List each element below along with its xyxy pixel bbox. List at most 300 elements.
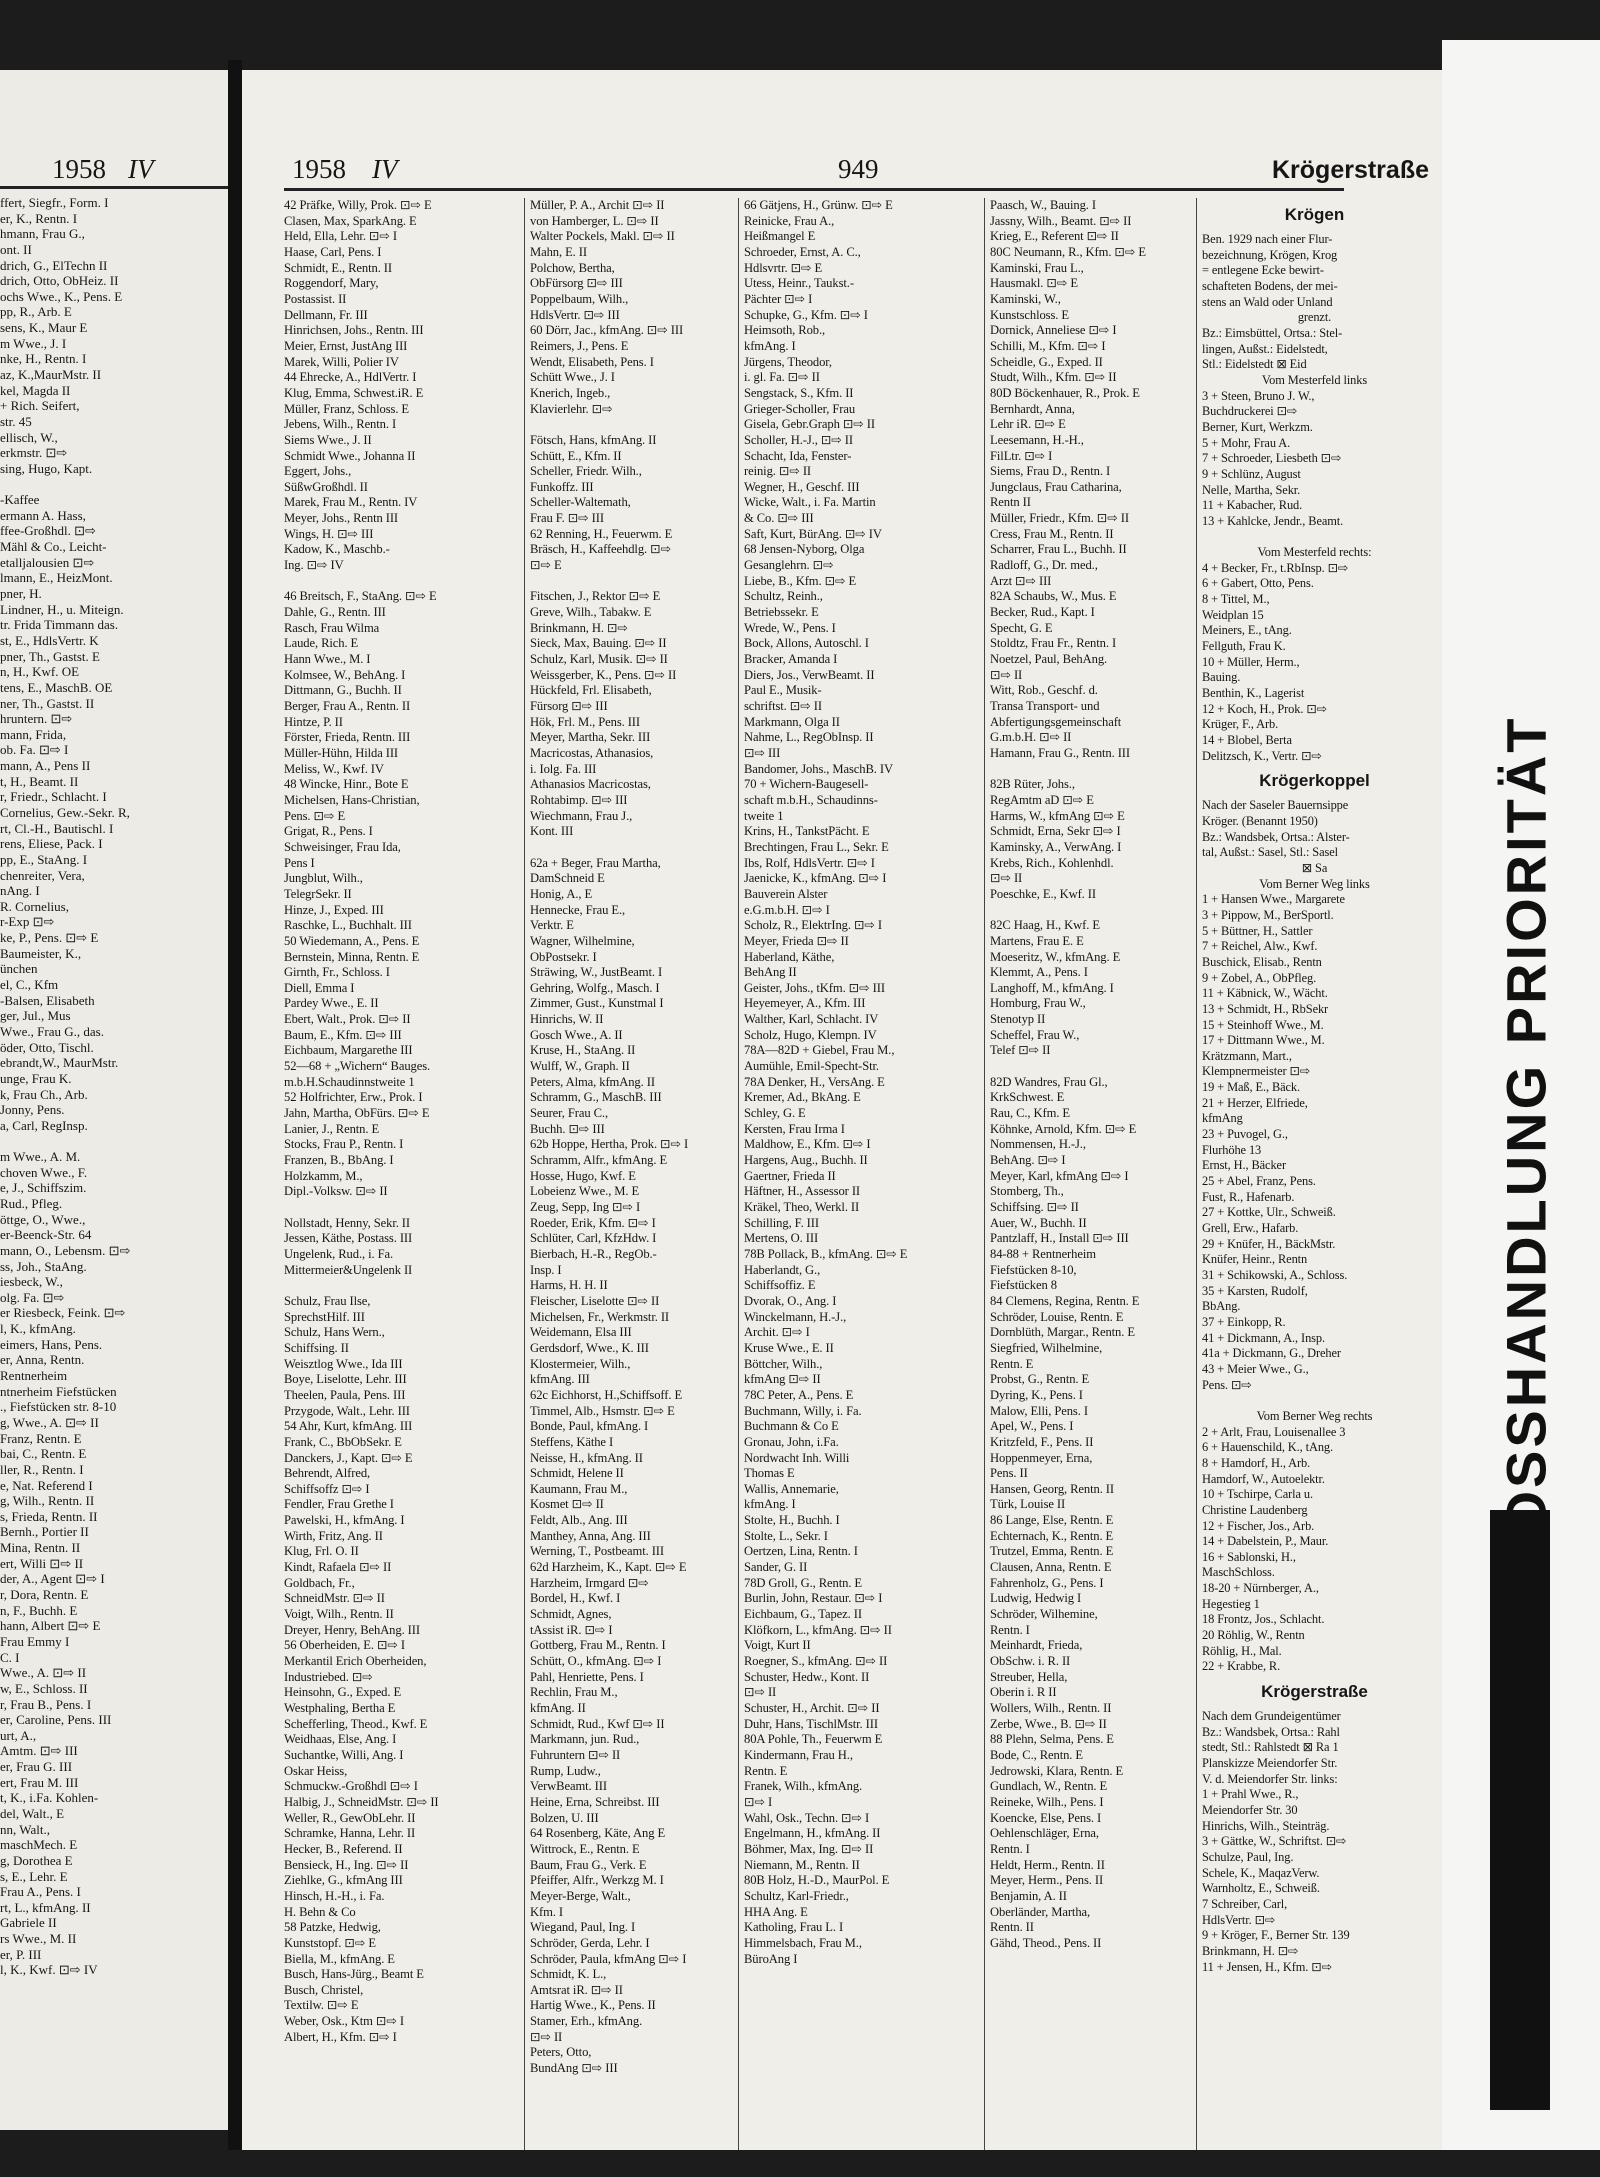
directory-entry: 37 + Einkopp, R. [1202, 1314, 1286, 1329]
directory-entry: 50 Wiedemann, A., Pens. E [284, 933, 420, 948]
directory-entry: Diers, Jos., VerwBeamt. II [744, 667, 875, 682]
directory-entry: Voigt, Wilh., Rentn. II [284, 1607, 394, 1622]
left-entry-line: etalljalousien ⊡⇨ [0, 554, 95, 570]
directory-entry: DamSchneid E [530, 871, 605, 886]
directory-entry: BehAng II [744, 965, 797, 980]
left-entry-line: Jonny, Pens. [0, 1102, 65, 1118]
directory-entry: Jungclaus, Frau Catharina, [990, 479, 1122, 494]
directory-entry: 46 Breitsch, F., StaAng. ⊡⇨ E [284, 589, 437, 604]
directory-entry: Kersten, Frau Irma I [744, 1121, 845, 1136]
directory-entry: Engelmann, H., kfmAng. II [744, 1826, 881, 1841]
directory-entry: Kremer, Ad., BkAng. E [744, 1090, 861, 1105]
directory-entry: Michelsen, Fr., Werkmstr. II [530, 1309, 670, 1324]
left-entry-line: hmann, Frau G., [0, 226, 85, 242]
directory-entry: Wings, H. ⊡⇨ III [284, 526, 374, 541]
left-entry-line: az, K.,MaurMstr. II [0, 367, 102, 383]
directory-entry: Goldbach, Fr., [284, 1575, 355, 1590]
directory-entry: Ungelenk, Rud., i. Fa. [284, 1246, 394, 1261]
directory-entry: 9 + Zobel, A., ObPfleg. [1202, 970, 1317, 985]
directory-entry: Gehring, Wolfg., Masch. I [530, 980, 660, 995]
left-entry-line: ochs Wwe., K., Pens. E [0, 288, 123, 304]
left-entry-line: hruntern. ⊡⇨ [0, 711, 73, 727]
left-entry-line: der, A., Agent ⊡⇨ I [0, 1571, 105, 1587]
directory-entry: Scheller, Friedr. Wilh., [530, 464, 642, 479]
directory-entry: Delitzsch, K., Vertr. ⊡⇨ [1202, 748, 1322, 763]
directory-entry: Ibs, Rolf, HdlsVertr. ⊡⇨ I [744, 855, 875, 870]
directory-entry: Schramke, Hanna, Lehr. II [284, 1826, 416, 1841]
directory-entry: H. Behn & Co [284, 1904, 356, 1919]
directory-entry: Knüfer, Heinr., Rentn [1202, 1252, 1308, 1267]
directory-entry: Stenotyp II [990, 1012, 1046, 1027]
street-heading: Krögen [1284, 205, 1345, 224]
section-note: Vom Mesterfeld rechts: [1257, 545, 1372, 560]
directory-entry: BundAng ⊡⇨ III [530, 2061, 618, 2076]
directory-entry: ObSchw. i. R. II [990, 1654, 1071, 1669]
directory-entry: Grieger-Scholler, Frau [744, 401, 856, 416]
left-entry-line: del, Walt., E [0, 1805, 65, 1821]
directory-entry: Berner, Kurt, Werkzm. [1202, 419, 1313, 434]
directory-entry: Buchmann & Co E [744, 1419, 839, 1434]
left-entry-line: C. I [0, 1649, 20, 1665]
directory-entry [990, 762, 1210, 778]
directory-entry: Arzt ⊡⇨ III [990, 573, 1052, 588]
directory-entry: Meier, Ernst, JustAng III [284, 338, 408, 353]
directory-entry: Polchow, Bertha, [530, 260, 615, 275]
directory-entry: KrkSchwest. E [990, 1090, 1065, 1105]
directory-entry: Heldt, Herm., Rentn. II [990, 1857, 1105, 1872]
directory-entry: 18 Frontz, Jos., Schlacht. [1202, 1612, 1325, 1627]
directory-entry: Heine, Erna, Schreibst. III [530, 1794, 660, 1809]
left-entry-line: g, Wilh., Rentn. II [0, 1493, 95, 1509]
directory-entry: Pawelski, H., kfmAng. I [284, 1513, 405, 1528]
directory-entry: Schilli, M., Kfm. ⊡⇨ I [990, 338, 1106, 353]
directory-entry: 10 + Tschirpe, Carla u. [1202, 1487, 1313, 1502]
directory-entry: Krüger, F., Arb. [1202, 717, 1279, 732]
directory-entry: 82C Haag, H., Kwf. E [990, 918, 1100, 933]
directory-entry: Gaertner, Frieda II [744, 1168, 836, 1183]
directory-entry: Stocks, Frau P., Rentn. I [284, 1137, 404, 1152]
directory-entry: Bolzen, U. III [530, 1810, 599, 1825]
directory-entry: Sengstack, S., Kfm. II [744, 385, 854, 400]
left-entry-line: ner, Th., Gastst. II [0, 695, 95, 711]
left-entry-line: ffee-Großhdl. ⊡⇨ [0, 523, 96, 539]
left-entry-line: urt, A., [0, 1727, 37, 1743]
directory-entry: Cress, Frau M., Rentn. II [990, 526, 1114, 541]
directory-entry: Ebert, Walt., Prok. ⊡⇨ II [284, 1012, 411, 1027]
left-entry-line: n, F., Buchh. E [0, 1602, 78, 1618]
directory-entry: Stoldtz, Frau Fr., Rentn. I [990, 636, 1117, 651]
directory-entry: Laude, Rich. E [284, 636, 359, 651]
directory-entry: 44 Ehrecke, A., HdlVertr. I [284, 370, 417, 385]
directory-entry: 62c Eichhorst, H.,Schiffsoff. E [530, 1387, 683, 1402]
left-entry-line: str. 45 [0, 413, 32, 429]
directory-entry: Warnholtz, E., Schweiß. [1202, 1881, 1320, 1896]
directory-entry: Bonde, Paul, kfmAng. I [530, 1419, 649, 1434]
directory-entry: Probst, G., Rentn. E [990, 1372, 1090, 1387]
directory-entry: lingen, Außst.: Eidelstedt, [1202, 341, 1328, 356]
directory-entry: BehAng. ⊡⇨ I [990, 1153, 1066, 1168]
left-entry-line: er Riesbeck, Feink. ⊡⇨ [0, 1305, 126, 1321]
left-entry-line: m Wwe., A. M. [0, 1149, 81, 1165]
directory-entry: Pens. ⊡⇨ [1202, 1377, 1252, 1392]
directory-entry: Weber, Osk., Ktm ⊡⇨ I [284, 2014, 404, 2029]
directory-entry: 14 + Blobel, Berta [1202, 733, 1292, 747]
directory-entry: schaft m.b.H., Schaudinns- [744, 792, 878, 807]
directory-entry: Oberin i. R II [990, 1685, 1057, 1700]
left-entry-line: ont. II [0, 241, 32, 257]
directory-entry: Müller, P. A., Archit ⊡⇨ II [530, 198, 665, 212]
directory-entry: TelegrSekr. II [284, 886, 352, 901]
directory-entry: ⊡⇨ II [990, 667, 1023, 682]
left-entry-line: Mähl & Co., Leicht- [0, 539, 107, 555]
left-entry-line: erkmstr. ⊡⇨ [0, 445, 68, 461]
directory-entry: Kaminsky, A., VerwAng. I [990, 839, 1122, 854]
directory-entry: Seurer, Frau C., [530, 1106, 608, 1121]
directory-entry: Pächter ⊡⇨ I [744, 291, 813, 306]
directory-entry: Oberländer, Martha, [990, 1904, 1091, 1919]
directory-entry: 78A—82D + Giebel, Frau M., [744, 1043, 895, 1058]
directory-entry: Brinkmann, H. ⊡⇨ [1202, 1943, 1299, 1958]
directory-entry: Mahn, E. II [530, 244, 587, 259]
directory-entry: Scharrer, Frau L., Buchh. II [990, 542, 1127, 557]
section-note: Vom Mesterfeld links [1261, 372, 1368, 387]
directory-entry: Becker, Rud., Kapt. I [990, 605, 1095, 620]
directory-entry: 82B Rüter, Johs., [990, 777, 1075, 792]
left-entry-line: rt, L., kfmAng. II [0, 1899, 91, 1915]
directory-entry: 78B Pollack, B., kfmAng. ⊡⇨ E [744, 1246, 908, 1261]
left-entry-line: öttge, O., Wwe., [0, 1211, 86, 1227]
directory-entry: Werning, T., Postbeamt. III [530, 1544, 664, 1559]
directory-entry: Rentn. E [744, 1763, 788, 1778]
directory-entry: Kosmet ⊡⇨ II [530, 1497, 604, 1512]
directory-entry: ⊡⇨ III [744, 745, 781, 760]
left-entry-line [0, 1133, 170, 1149]
directory-entry: Fust, R., Hafenarb. [1202, 1189, 1295, 1204]
directory-entry: Paasch, W., Bauing. I [990, 198, 1096, 212]
left-entry-line: k, Frau Ch., Arb. [0, 1086, 88, 1102]
directory-entry: Malow, Elli, Pens. I [990, 1403, 1088, 1418]
directory-entry: 82A Schaubs, W., Mus. E [990, 589, 1117, 604]
directory-entry: Hinze, J., Exped. III [284, 902, 384, 917]
directory-entry: Bauing. [1202, 670, 1241, 685]
directory-entry: Bordel, H., Kwf. I [530, 1591, 621, 1606]
directory-entry: Grell, Erw., Hafarb. [1202, 1221, 1299, 1236]
directory-entry: i. gl. Fa. ⊡⇨ II [744, 370, 820, 385]
directory-entry: Hinsch, H.-H., i. Fa. [284, 1888, 385, 1903]
directory-entry: Bode, C., Rentn. E [990, 1747, 1083, 1762]
directory-entry: reinig. ⊡⇨ II [744, 464, 812, 479]
directory-entry: Schmidt, Erna, Sekr ⊡⇨ I [990, 824, 1121, 839]
directory-entry: Steffens, Käthe I [530, 1434, 614, 1449]
left-entry-line: Wwe., Frau G., das. [0, 1023, 104, 1039]
directory-entry: Weidemann, Elsa III [530, 1325, 632, 1340]
left-entry-line: pner, Th., Gastst. E [0, 648, 100, 664]
directory-entry: 84 Clemens, Regina, Rentn. E [990, 1293, 1140, 1308]
left-entry-line: Rentnerheim [0, 1368, 68, 1384]
directory-entry: Duhr, Hans, TischlMstr. III [744, 1716, 878, 1731]
directory-entry: Schulz, Hans Wern., [284, 1325, 385, 1340]
directory-entry: Weller, R., GewObLehr. II [284, 1810, 416, 1825]
directory-entry: Bensieck, H., Ing. ⊡⇨ II [284, 1857, 409, 1872]
left-entry-line: sens, K., Maur E [0, 320, 88, 336]
directory-entry: Kunstschloss. E [990, 307, 1069, 322]
directory-entry: Brinkmann, H. ⊡⇨ [530, 620, 628, 635]
street-heading: Krögerkoppel [1259, 771, 1370, 791]
left-entry-line: drich, Otto, ObHeiz. II [0, 273, 119, 289]
directory-entry: Studt, Wilh., Kfm. ⊡⇨ II [990, 370, 1117, 385]
directory-entry: Böttcher, Wilh., [744, 1356, 823, 1371]
left-entry-line: ntnerheim Fiefstücken [0, 1383, 117, 1399]
directory-entry: SprechstHilf. III [284, 1309, 365, 1324]
left-page-year: 1958 [52, 154, 106, 184]
left-entry-line: pner, H. [0, 586, 42, 602]
directory-entry: Schmidt, Rud., Kwf ⊡⇨ II [530, 1716, 665, 1731]
directory-entry: Echternach, K., Rentn. E [990, 1528, 1114, 1543]
directory-entry: Häftner, H., Assessor II [744, 1184, 861, 1199]
directory-entry: Markmann, jun. Rud., [530, 1732, 640, 1747]
directory-entry [530, 840, 750, 856]
directory-entry: Schröder, Wilhemine, [990, 1607, 1098, 1622]
directory-entry: Bierbach, H.-R., RegOb.- [530, 1246, 657, 1261]
directory-entry: Walther, Karl, Schlacht. IV [744, 1012, 879, 1027]
directory-entry: Fitschen, J., Rektor ⊡⇨ E [530, 589, 661, 604]
directory-entry: Timmel, Alb., Hsmstr. ⊡⇨ E [530, 1403, 675, 1418]
directory-entry: Schulz, Frau Ilse, [284, 1293, 371, 1308]
directory-entry: 1 + Prahl Wwe., R., [1202, 1787, 1299, 1802]
directory-entry: Niemann, M., Rentn. II [744, 1857, 860, 1872]
directory-entry: Dittmann, G., Buchh. II [284, 683, 402, 698]
directory-entry [284, 1200, 504, 1216]
directory-entry: Hinrichs, W. II [530, 1012, 604, 1027]
directory-entry: Industriebed. ⊡⇨ [284, 1669, 373, 1684]
directory-entry: Jahn, Martha, ObFürs. ⊡⇨ E [284, 1106, 430, 1121]
directory-entry: Haase, Carl, Pens. I [284, 244, 382, 259]
directory-entry: 60 Dörr, Jac., kfmAng. ⊡⇨ III [530, 323, 684, 338]
left-entry-line: l, K., Kwf. ⊡⇨ IV [0, 1962, 98, 1978]
directory-entry: Poeschke, E., Kwf. II [990, 886, 1096, 901]
left-entry-line: Lindner, H., u. Miteign. [0, 601, 124, 617]
directory-entry: Rentn. I [990, 1841, 1030, 1856]
directory-entry: Kaminski, W., [990, 291, 1061, 306]
directory-entry: Wallis, Annemarie, [744, 1481, 839, 1496]
directory-entry: tal, Außst.: Sasel, Stl.: Sasel [1202, 845, 1338, 860]
left-entry-line: rt, Cl.-H., Bautischl. I [0, 820, 114, 836]
directory-entry: Nollstadt, Henny, Sekr. II [284, 1215, 410, 1230]
directory-entry: ⊡⇨ II [990, 871, 1023, 886]
left-entry-line: er, K., Rentn. I [0, 210, 78, 226]
directory-entry: Hausmakl. ⊡⇨ E [990, 276, 1078, 291]
directory-entry: Haberland, Käthe, [744, 949, 835, 964]
directory-entry [1202, 529, 1427, 545]
directory-entry: 70 + Wichern-Baugesell- [744, 777, 869, 792]
directory-entry: Müller-Hühn, Hilda III [284, 745, 399, 760]
directory-entry: Hintze, P. II [284, 714, 343, 729]
directory-entry: Müller, Friedr., Kfm. ⊡⇨ II [990, 511, 1129, 526]
directory-entry: 80C Neumann, R., Kfm. ⊡⇨ E [990, 244, 1146, 259]
directory-entry: Bock, Allons, Autoschl. I [744, 636, 869, 651]
directory-entry: Rasch, Frau Wilma [284, 620, 380, 635]
directory-entry: Eichbaum, Margarethe III [284, 1043, 413, 1058]
directory-entry [990, 903, 1210, 919]
left-entry-line: w, E., Schloss. II [0, 1680, 88, 1696]
directory-entry [284, 1278, 504, 1294]
left-entry-line: Cornelius, Gew.-Sekr. R, [0, 804, 130, 820]
directory-entry: Weisztlog Wwe., Ida III [284, 1356, 403, 1371]
directory-entry: Schröder, Paula, kfmAng ⊡⇨ I [530, 1951, 687, 1966]
directory-entry: Böhmer, Max, Ing. ⊡⇨ II [744, 1841, 874, 1856]
left-entry-line: r, Friedr., Schlacht. I [0, 789, 107, 805]
directory-entry: Kont. III [530, 824, 574, 839]
directory-entry: Knerich, Ingeb., [530, 385, 611, 400]
directory-entry: Amtsrat iR. ⊡⇨ II [530, 1982, 623, 1997]
directory-entry: Eggert, Johs., [284, 464, 352, 479]
directory-entry: Klug, Frl. O. II [284, 1544, 359, 1559]
directory-entry: Transa Transport- und [990, 699, 1100, 713]
directory-entry: Förster, Frieda, Rentn. III [284, 730, 411, 745]
column-divider [524, 198, 525, 2150]
left-entry-line: s, E., Lehr. E [0, 1868, 68, 1884]
directory-entry: Lanier, J., Rentn. E [284, 1121, 380, 1136]
directory-entry: Siegfried, Wilhelmine, [990, 1340, 1103, 1355]
directory-entry: 35 + Karsten, Rudolf, [1202, 1283, 1308, 1298]
directory-entry: Walter Pockels, Makl. ⊡⇨ II [530, 229, 675, 244]
directory-entry: Noetzel, Paul, BehAng. [990, 652, 1108, 667]
directory-entry: 80D Böckenhauer, R., Prok. E [990, 385, 1140, 400]
left-entry-line: e, J., Schiffszim. [0, 1180, 87, 1196]
directory-entry: Schröder, Louise, Rentn. E [990, 1309, 1124, 1324]
directory-entry: Schele, K., MaqazVerw. [1202, 1865, 1320, 1880]
directory-entry: Ziehlke, G., kfmAng III [284, 1873, 403, 1888]
directory-entry: stedt, Stl.: Rahlstedt ⊠ Ra 1 [1202, 1740, 1339, 1755]
directory-entry: 9 + Kröger, F., Berner Str. 139 [1202, 1928, 1350, 1943]
section-note: Vom Berner Weg rechts [1256, 1408, 1373, 1423]
directory-entry: Fiefstücken 8-10, [990, 1262, 1077, 1277]
directory-entry: Pahl, Henriette, Pens. I [530, 1669, 644, 1684]
directory-entry [530, 417, 750, 433]
directory-entry: Greve, Wilh., Tabakw. E [530, 605, 652, 620]
left-entry-line: maschMech. E [0, 1837, 78, 1853]
directory-entry: ObFürsorg ⊡⇨ III [530, 276, 623, 291]
left-entry-line: el, C., Kfm [0, 977, 59, 993]
directory-entry: 52 Holfrichter, Erw., Prok. I [284, 1090, 423, 1105]
directory-entry: 13 + Kahlcke, Jendr., Beamt. [1202, 513, 1344, 528]
directory-entry: Dornblüth, Margar., Rentn. E [990, 1325, 1135, 1340]
directory-entry: bezeichnung, Krögen, Krog [1202, 247, 1338, 262]
left-entry-line: g, Dorothea E [0, 1852, 73, 1868]
directory-entry: Michelsen, Hans-Christian, [284, 792, 420, 807]
left-entry-line: n, H., Kwf. OE [0, 664, 80, 680]
directory-entry: Zeug, Sepp, Ing ⊡⇨ I [530, 1200, 641, 1214]
directory-entry: Girnth, Fr., Schloss. I [284, 965, 390, 980]
directory-entry: i. Iolg. Fa. III [530, 761, 597, 776]
directory-entry: Wahl, Osk., Techn. ⊡⇨ I [744, 1810, 870, 1825]
directory-entry: Auer, W., Buchh. II [990, 1215, 1087, 1230]
directory-entry: Geister, Johs., tKfm. ⊡⇨ III [744, 980, 885, 995]
directory-entry: Stl.: Eidelstedt ⊠ Eid [1202, 357, 1307, 372]
directory-entry: Hök, Frl. M., Pens. III [530, 714, 640, 729]
directory-entry: Rentn. II [990, 1920, 1034, 1935]
directory-entry: Harms, W., kfmAng ⊡⇨ E [990, 808, 1125, 823]
column-divider [984, 198, 985, 2150]
left-entry-line: mann, Frida, [0, 726, 67, 742]
directory-entry: RegAmtm aD ⊡⇨ E [990, 792, 1094, 807]
directory-entry: 1 + Hansen Wwe., Margarete [1202, 892, 1345, 907]
left-entry-line: kel, Magda II [0, 382, 71, 398]
directory-entry: 6 + Hauenschild, K., tAng. [1202, 1440, 1334, 1455]
directory-entry: Pantzlaff, H., Install ⊡⇨ III [990, 1231, 1129, 1246]
directory-entry: Jürgens, Theodor, [744, 354, 832, 369]
directory-entry: Baum, E., Kfm. ⊡⇨ III [284, 1027, 402, 1042]
directory-entry: Wicke, Walt., i. Fa. Martin [744, 495, 876, 510]
directory-entry: Hosse, Hugo, Kwf. E [530, 1168, 636, 1183]
directory-entry: 42 Präfke, Willy, Prok. ⊡⇨ E [284, 198, 432, 212]
directory-entry: Nordwacht Inh. Willi [744, 1450, 850, 1465]
directory-entry: Hann Wwe., M. I [284, 652, 371, 667]
left-entry-line: nn, Walt., [0, 1821, 50, 1837]
directory-entry: 8 + Tittel, M., [1202, 592, 1270, 607]
left-entry-line: rs Wwe., M. II [0, 1931, 77, 1947]
left-entry-line: choven Wwe., F. [0, 1164, 88, 1180]
directory-entry: Schweisinger, Frau Ida, [284, 839, 401, 854]
directory-entry: Lehr iR. ⊡⇨ E [990, 417, 1066, 432]
directory-entry: Kindt, Rafaela ⊡⇨ II [284, 1560, 392, 1575]
directory-entry: Fahrenholz, G., Pens. I [990, 1575, 1104, 1590]
section-note: Vom Berner Weg links [1259, 876, 1370, 891]
directory-column-1 [284, 198, 504, 2045]
directory-entry: Athanasios Macricostas, [530, 777, 651, 792]
directory-entry: Schultz, Reinh., [744, 589, 823, 604]
directory-entry: Schramm, Alfr., kfmAng. E [530, 1153, 668, 1168]
directory-entry: Heißmangel E [744, 229, 816, 244]
directory-entry: Stolte, H., Buchh. I [744, 1513, 840, 1528]
directory-entry: Dahle, G., Rentn. III [284, 605, 386, 620]
left-entry-line: Frau Emmy I [0, 1633, 70, 1649]
directory-entry: Marek, Willi, Polier IV [284, 354, 399, 369]
directory-entry: Katholing, Frau L. I [744, 1920, 844, 1935]
left-entry-line: ermann A. Hass, [0, 507, 86, 523]
directory-entry: Gähd, Theod., Pens. II [990, 1935, 1102, 1950]
left-entry-line: m Wwe., J. I [0, 335, 67, 351]
directory-entry: Bz.: Eimsbüttel, Ortsa.: Stel- [1202, 325, 1343, 340]
directory-entry: Boye, Liselotte, Lehr. III [284, 1372, 407, 1387]
directory-entry: schriftst. ⊡⇨ II [744, 699, 822, 713]
left-page-rule [0, 186, 228, 189]
directory-entry: Hegestieg 1 [1202, 1596, 1260, 1611]
running-head: Krögerstraße [1272, 156, 1429, 184]
directory-entry: Meyer, Martha, Sekr. III [530, 730, 651, 745]
left-entry-line: hann, Albert ⊡⇨ E [0, 1618, 101, 1634]
directory-column-3 [744, 198, 964, 1967]
left-entry-line: er, Caroline, Pens. III [0, 1712, 112, 1728]
directory-entry: Meinhardt, Frieda, [990, 1638, 1083, 1653]
directory-entry: Liebe, B., Kfm. ⊡⇨ E [744, 573, 857, 588]
directory-entry: Bz.: Wandsbek, Ortsa.: Rahl [1202, 1724, 1340, 1739]
directory-entry: Archit. ⊡⇨ I [744, 1325, 810, 1340]
directory-entry: Danckers, J., Kapt. ⊡⇨ E [284, 1450, 413, 1465]
directory-entry: 12 + Koch, H., Prok. ⊡⇨ [1202, 701, 1327, 716]
directory-entry: Jungblut, Wilh., [284, 871, 363, 886]
directory-entry: m.b.H.Schaudinnstweite 1 [284, 1074, 415, 1089]
left-entry-line: ob. Fa. ⊡⇨ I [0, 742, 69, 758]
directory-entry: Dvorak, O., Ang. I [744, 1293, 837, 1308]
directory-entry: Schuster, H., Archit. ⊡⇨ II [744, 1701, 880, 1715]
directory-entry: Scheffel, Frau W., [990, 1027, 1080, 1042]
directory-entry: Gisela, Gebr.Graph ⊡⇨ II [744, 417, 875, 432]
directory-entry: Clasen, Max, SparkAng. E [284, 213, 417, 228]
directory-entry: ⊡⇨ II [744, 1685, 777, 1700]
directory-entry: Holzkamm, M., [284, 1168, 363, 1183]
directory-entry: 22 + Krabbe, R. [1202, 1659, 1281, 1674]
